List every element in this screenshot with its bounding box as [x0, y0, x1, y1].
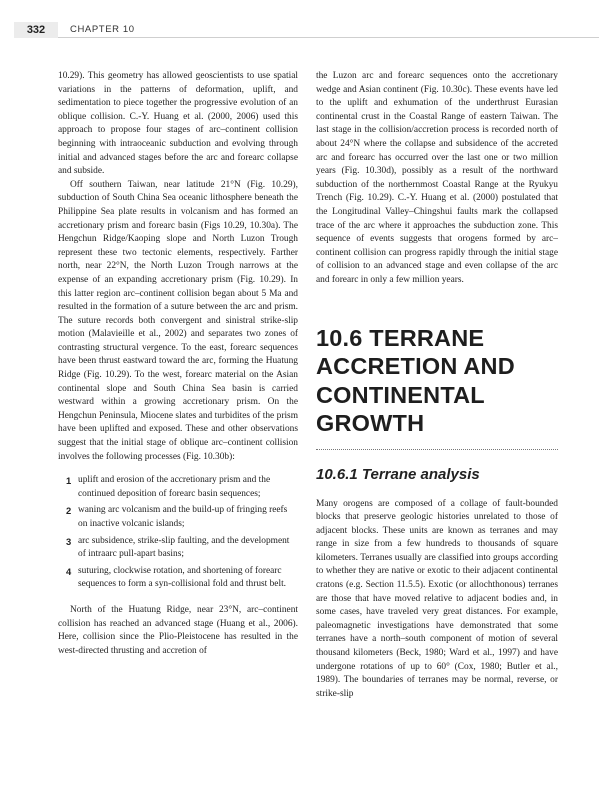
list-text: waning arc volcanism and the build-up of fringing reefs on inactive volcanic islands;: [78, 505, 288, 529]
list-item: [58, 565, 298, 592]
page-number: 332: [14, 22, 58, 38]
section-title: 10.6 TERRANE ACCRETION AND CONTINENTAL GROWTH: [316, 324, 515, 436]
left-paragraph-3: North of the Huatung Ridge, near 23°N, arc–continent collision has reached an advanced stage (Huang et al., 2006). Here, collision since the Plio-Pleistocene has resulted in the west-directed thrusting and accretion of: [58, 604, 298, 656]
left-paragraph-2: Off southern Taiwan, near latitude 21°N (Fig. 10.29), subduction of South China Sea oceanic lithosphere beneath the Philippine Sea plate results in volcanism and has formed an accretionary prism and forearc basin (Figs 10.29, 10.30a). The Hengchun Ridge/Kaoping slope and North Luzon Trough represent these two tectonic elements, respectively. Farther north, near 22°N, the North Luzon Trough narrows at the expense of an expanding accretionary prism (Fig. 10.29). In this latter region arc–continent collision began about 5 Ma and resulted in the formation of a suture between the arc and prism. The suture records both convergent and sinistral strike-slip motion (Malavieille et al., 2002) and separates two zones of contrasting structural vergence. To the east, forearc sequences have been thrust eastward toward the arc, forming the Huatung Ridge (Fig. 10.29). To the west, forearc material on the Asian continental slope and South China Sea basin is carried westward within a growing accretionary prism. On the Hengchun Peninsula, Miocene slates and turbidites of the prism have been uplifted and exposed. These and other observations suggest that the initial stage of oblique arc–continent collision involves the following processes (Fig. 10.30b):: [58, 179, 298, 462]
list-number: 2: [66, 505, 72, 517]
list-text: uplift and erosion of the accretionary prism and the continued deposition of forearc basin sequences;: [78, 475, 271, 499]
list-text: suturing, clockwise rotation, and shortening of forearc sequences to form a syn-collisional fold and thrust belt.: [78, 565, 287, 590]
right-paragraph-1: the Luzon arc and forearc sequences onto the accretionary wedge and Asian continent (Fig. 10.30c). These events have led to the uplift and exhumation of the underthrust Eurasian continental crust in the Coastal Range of eastern Taiwan. The last stage in the collision/accretion process is recorded north of about 24°N where the collapse and subsidence of the accreted arc and forearc has occurred over the last one or two million years (Fig. 10.30d), possibly as a result of the northward subduction of the northernmost Coastal Range at the Ryukyu Trench (Fig. 10.29). C.-Y. Huang et al. (2000) postulated that the Longitudinal Valley–Chingshui faults mark the collapsed trace of the arc where it approaches the subduction zone. This sequence of events suggests that orogens formed by arc–continent collision can progress rapidly through the initial stage of collision to an advanced stage and even collapse of the arc and forearc in only a few million years.: [316, 71, 558, 285]
list-item: [58, 504, 298, 531]
page-header: [0, 22, 615, 38]
right-paragraph-2: Many orogens are composed of a collage of fault-bounded blocks that preserve geologic histories unrelated to those of adjacent blocks. These units are known as terranes and may range in size from a few hundreds to thousands of square kilometers. Terranes usually are classified into groups according to whether they are native or exotic to their adjacent continental cratons (e.g. Section 11.5.5). Exotic (or allochthonous) terranes are those that have moved relative to adjacent bodies and, in some cases, have traveled very great distances. For example, paleomagnetic investigations have demonstrated that some terranes have a north–south component of motion of several thousand kilometers (Beck, 1980; Ward et al., 1997) and have undergone rotations of up to 60° (Cox, 1980; Butler et al., 1989). The boundaries of terranes may be normal, reverse, or strike-slip: [316, 498, 558, 699]
section-divider: [316, 449, 558, 450]
right-column: [316, 70, 558, 701]
collision-process-list: [58, 474, 298, 592]
list-number: 4: [66, 565, 72, 577]
list-text: arc subsidence, strike-slip faulting, and the development of intraarc pull-apart basins;: [78, 535, 290, 560]
list-item: [58, 474, 298, 501]
list-number: 1: [66, 475, 72, 487]
list-number: 3: [66, 535, 72, 547]
left-paragraph-1: 10.29). This geometry has allowed geoscientists to use spatial variations in the patterns of deformation, uplift, and sedimentation to piece together the progressive evolution of an oblique collision. C.-Y. Huang et al. (2000, 2006) used this approach to propose four stages of arc–continent collision beginning with intraoceanic subduction and evolving through initial and advanced stages before the arc and forearc collapse and subside.: [58, 71, 298, 177]
list-item: [58, 535, 298, 562]
chapter-label: CHAPTER 10: [70, 24, 135, 35]
subsection-title: 10.6.1 Terrane analysis: [316, 465, 480, 483]
left-column: [58, 70, 298, 658]
header-rule: [58, 37, 599, 38]
